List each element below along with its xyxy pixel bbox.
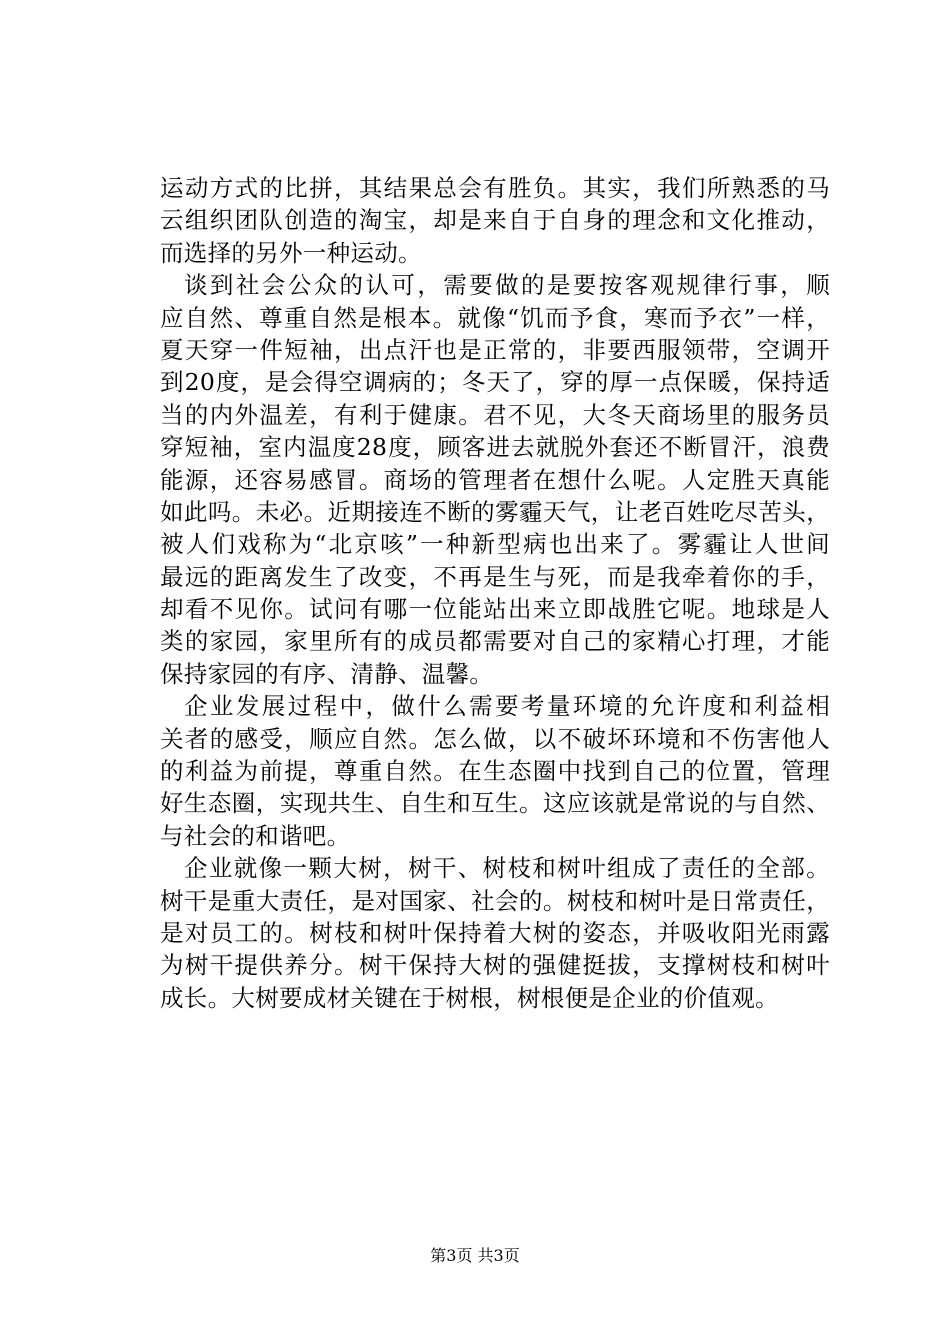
text-line: 与社会的和谐吧。 [160, 821, 351, 850]
text-line: 的利益为前提，尊重自然。在生态圈中找到自己的位置，管理 [160, 757, 830, 786]
text-line: 运动方式的比拼，其结果总会有胜负。其实，我们所熟悉的马 [160, 174, 830, 202]
text-line: 能源，还容易感冒。商场的管理者在想什么呢。人定胜天真能 [160, 465, 830, 494]
page-number: 第3页 [430, 1246, 473, 1265]
text-line: 穿短袖，室内温度28度，顾客进去就脱外套还不断冒汗，浪费 [160, 433, 830, 462]
text-line: 关者的感受，顺应自然。怎么做，以不破坏环境和不伤害他人 [160, 724, 830, 753]
text-line: 最远的距离发生了改变，不再是生与死，而是我牵着你的手， [160, 562, 830, 591]
text-line: 到20度，是会得空调病的；冬天了，穿的厚一点保暖，保持适 [160, 368, 830, 397]
text-line: 却看不见你。试问有哪一位能站出来立即战胜它呢。地球是人 [160, 595, 830, 624]
text-line: 树干是重大责任，是对国家、社会的。树枝和树叶是日常责任， [160, 886, 830, 915]
text-line: 当的内外温差，有利于健康。君不见，大冬天商场里的服务员 [160, 400, 830, 429]
paragraph-first-line: 企业发展过程中，做什么需要考量环境的允许度和利益相 [184, 692, 830, 721]
text-line: 应自然、尊重自然是根本。就像“饥而予食，寒而予衣”一样， [160, 303, 830, 332]
text-line: 云组织团队创造的淘宝，却是来自于自身的理念和文化推动， [160, 206, 830, 235]
text-line: 类的家园，家里所有的成员都需要对自己的家精心打理，才能 [160, 627, 830, 656]
text-line: 而选择的另外一种运动。 [160, 238, 422, 267]
text-line: 被人们戏称为“北京咳”一种新型病也出来了。雾霾让人世间 [160, 530, 830, 559]
text-line: 夏天穿一件短袖，出点汗也是正常的，非要西服领带，空调开 [160, 335, 830, 364]
page-footer [0, 1244, 950, 1268]
text-line: 好生态圈，实现共生、自生和互生。这应该就是常说的与自然、 [160, 789, 830, 818]
paragraph-first-line: 企业就像一颗大树，树干、树枝和树叶组成了责任的全部。 [184, 854, 830, 883]
text-line: 是对员工的。树枝和树叶保持着大树的姿态，并吸收阳光雨露 [160, 918, 830, 947]
text-line: 如此吗。未必。近期接连不断的雾霾天气，让老百姓吃尽苦头， [160, 497, 830, 526]
text-line: 保持家园的有序、清静、温馨。 [160, 659, 494, 688]
paragraph-first-line: 谈到社会公众的认可，需要做的是要按客观规律行事，顺 [184, 271, 830, 300]
page-total: 共3页 [477, 1246, 520, 1265]
text-line: 成长。大树要成材关键在于树根，树根便是企业的价值观。 [160, 983, 779, 1012]
document-body [160, 172, 830, 1014]
text-line: 为树干提供养分。树干保持大树的强健挺拔，支撑树枝和树叶 [160, 951, 830, 980]
